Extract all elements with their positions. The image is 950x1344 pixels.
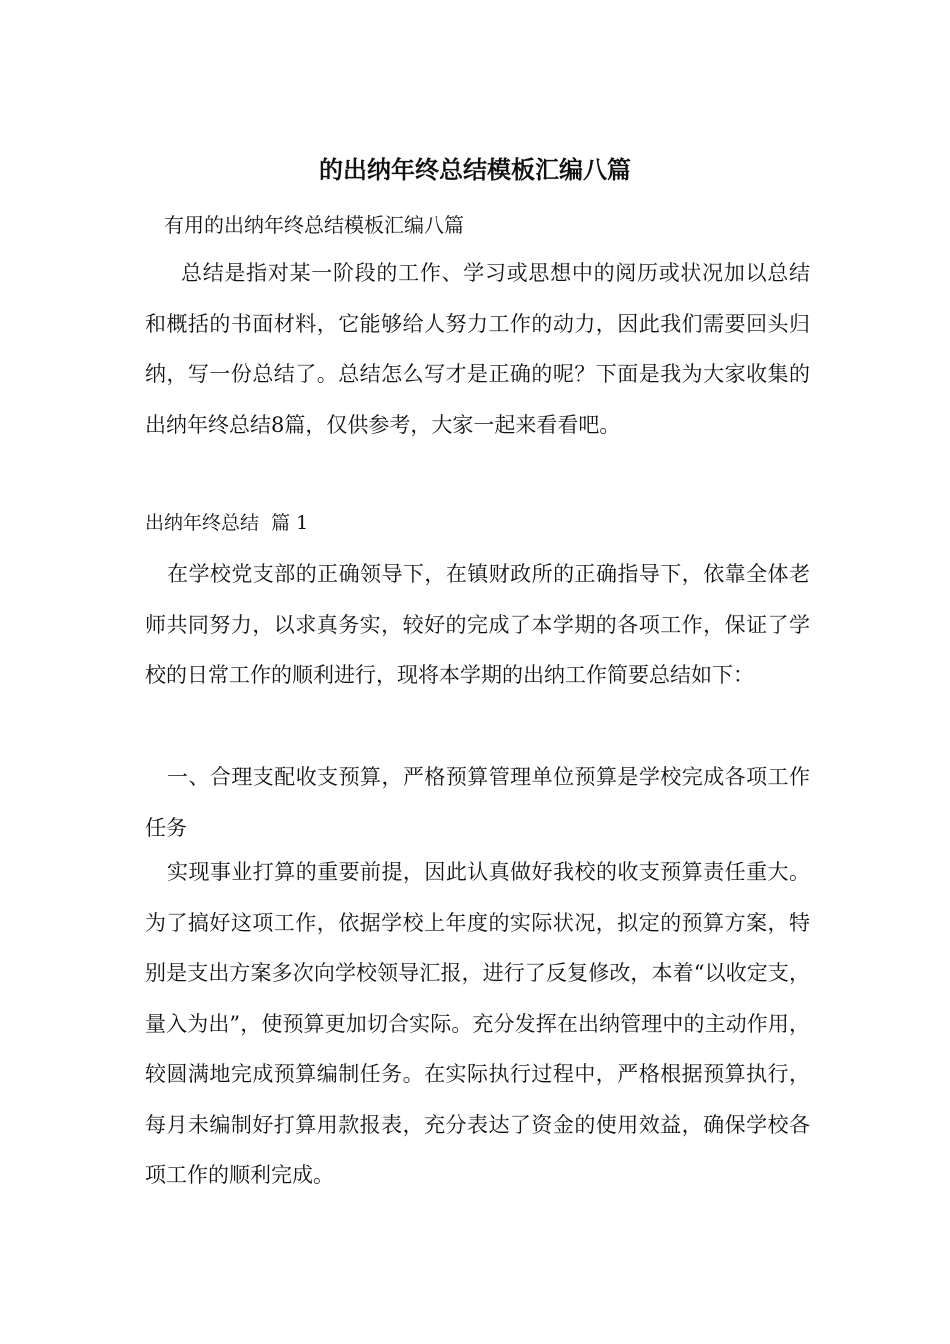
intro-paragraph: 总结是指对某一阶段的工作、学习或思想中的阅历或状况加以总结和概括的书面材料，它能够给人努力工作的动力，因此我们需要回头归纳，写一份总结了。总结怎么写才是正确的呢？下面是我为大家收集的出纳年终总结8篇，仅供参考，大家一起来看看吧。 bbox=[145, 261, 810, 437]
body-paragraph-2: 一、合理支配收支预算，严格预算管理单位预算是学校完成各项工作任务 bbox=[145, 765, 810, 840]
section-heading: 出纳年终总结 篇 1 bbox=[145, 512, 309, 534]
document-title: 的出纳年终总结模板汇编八篇 bbox=[319, 156, 631, 184]
document-subtitle: 有用的出纳年终总结模板汇编八篇 bbox=[164, 213, 464, 237]
body-paragraph-3: 实现事业打算的重要前提，因此认真做好我校的收支预算责任重大。为了搞好这项工作，依据学校上年度的实际状况，拟定的预算方案，特别是支出方案多次向学校领导汇报，进行了反复修改，本着“以收定支，量入为出”，使预算更加切合实际。充分发挥在出纳管理中的主动作用，较圆满地完成预算编制任务。在实际执行过程中，严格根据预算执行，每月未编制好打算用款报表，充分表达了资金的使用效益，确保学校各项工作的顺利完成。 bbox=[145, 860, 810, 1187]
body-paragraph-1: 在学校党支部的正确领导下，在镇财政所的正确指导下，依靠全体老师共同努力，以求真务实，较好的完成了本学期的各项工作，保证了学校的日常工作的顺利进行，现将本学期的出纳工作简要总结如下： bbox=[145, 562, 810, 687]
